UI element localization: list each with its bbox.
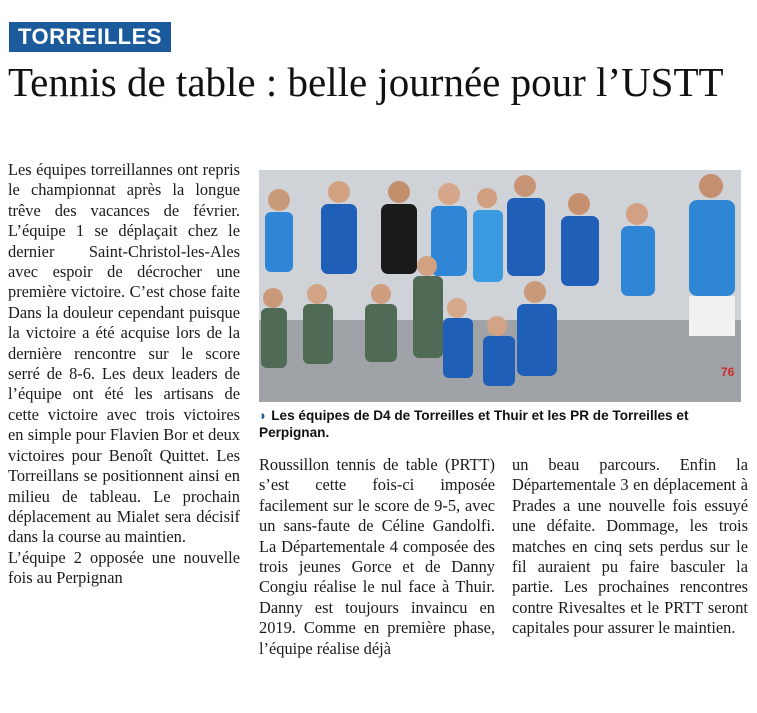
- shirt-number: 76: [721, 365, 735, 379]
- article-column-1: [8, 160, 240, 589]
- headline: Tennis de table : belle journée pour l’USTT: [8, 59, 724, 105]
- section-tag: TORREILLES: [9, 22, 171, 52]
- caption-text: Les équipes de D4 de Torreilles et Thuir et les PR de Torreilles et Perpignan.: [259, 408, 689, 440]
- photo-caption: [259, 407, 749, 441]
- paragraph-2: L’équipe 2 opposée une nouvelle fois au Perpignan: [8, 547, 240, 588]
- paragraph-1: Les équipes torreillannes ont repris le championnat après la longue trêve des vacances de février. L’équipe 1 se déplaçait chez le dernier Saint-Christol-les-Ales avec espoir de décrocher une première victoire. C’est chose faite Dans la douleur cependant puisque la victoire a été acquise lors de la dernière rencontre sur le score serré de 8-6. Les deux leaders de l’équipe ont été les artisans de cette victoire avec trois victoires en simple pour Flavien Bor et deux victoires pour Benoît Quittet. Les Torreillans se positionnent ainsi en milieu de tableau. Le prochain déplacement au Mialet sera décisif dans la course au maintien.: [8, 160, 240, 547]
- team-photo-illustration: [259, 170, 741, 402]
- article-column-3: [512, 455, 748, 639]
- caption-bullet-icon: ◗: [259, 408, 268, 423]
- paragraph-4: un beau parcours. Enfin la Départementale 3 en déplacement à Prades a une nouvelle fois essuyé une défaite. Dommage, les trois matches en cinq sets perdus sur le fil auraient pu faire basculer la partie. Les prochaines rencontres contre Rivesaltes et le PRTT seront capitales pour assurer le maintien.: [512, 455, 748, 638]
- team-photo: [259, 170, 741, 402]
- article-column-2: [259, 455, 495, 659]
- paragraph-3: Roussillon tennis de table (PRTT) s’est cette fois-ci imposée facilement sur le score de 9-5, avec un sans-faute de Céline Gandolfi. La Départementale 4 composée des trois jeunes Gorce et de Danny Congiu réalise le nul face à Thuir. Danny est toujours invaincu en 2019. Comme en première phase, l’équipe réalise déjà: [259, 455, 495, 658]
